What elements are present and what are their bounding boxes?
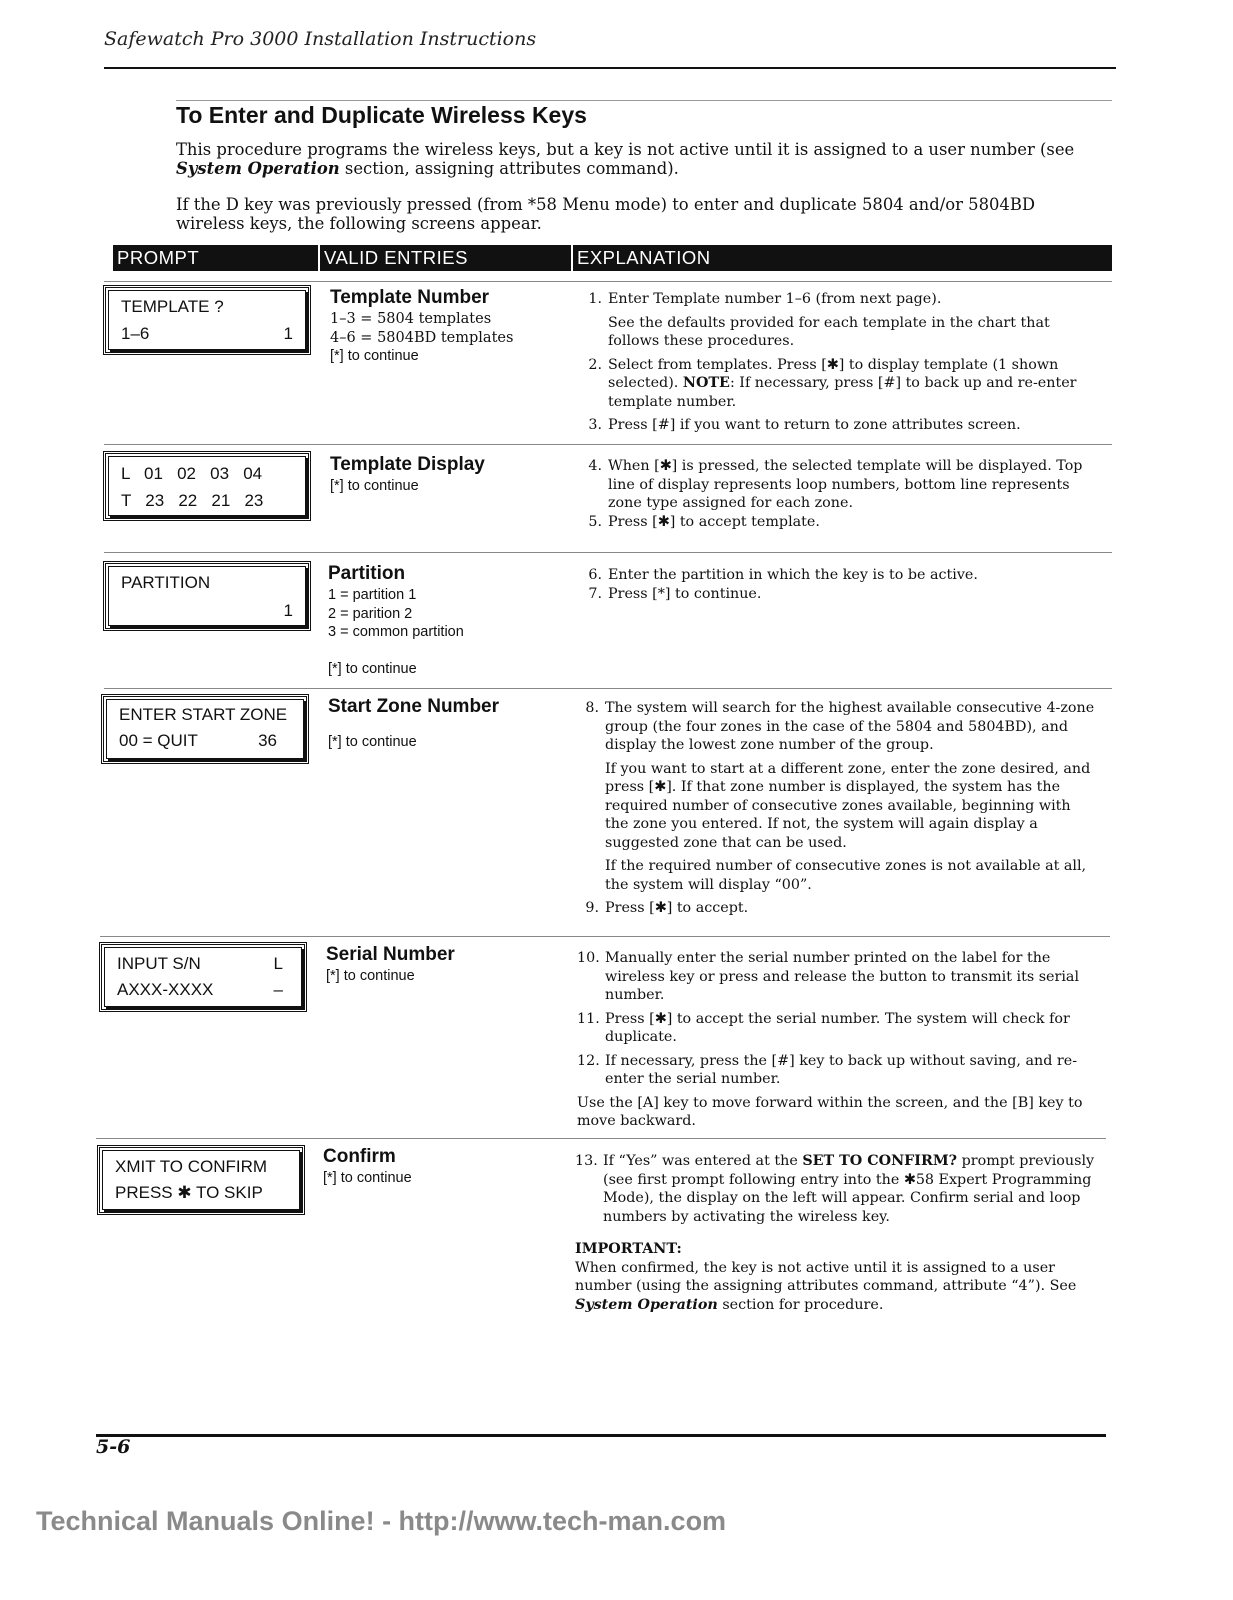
explanation-serial-number: 10. Manually enter the serial number printed on the label for the wireless key or press and release the button to transmit its serial number. 11. Press [✱] to accept the serial number. The system will check for duplicate. 12. If necessary, press the [#] key to back up without saving, and re-enter the serial number. Use the [A] key to move forward within the screen, and the [B] key to move backward.	[577, 950, 1083, 1129]
valid-template-display: Template Display [*] to continue	[330, 454, 485, 494]
lcd-partition: PARTITION 1	[108, 566, 306, 626]
explanation-start-zone: 8. The system will search for the highest available consecutive 4-zone group (the four zones in the case of the 5804 and 5804BD), and display the lowest zone number of the group. If you want to start at a different zone, enter the zone desired, and press [✱]. If that zone number is displayed, the system has the required number of consecutive zones available, beginning with the zone you entered. If not, the system will again display a suggested zone that can be used. If the required number of consecutive zones is not available at all, the system will display “00”. 9. Press [✱] to accept.	[585, 700, 1095, 916]
title-rule	[176, 100, 1112, 101]
intro-paragraph-2: If the D key was previously pressed (from *58 Menu mode) to enter and duplicate 5804 and/or 5804BD wireless keys, the following screens appear.	[176, 195, 1036, 233]
explanation-confirm: 13. If “Yes” was entered at the SET TO CONFIRM? prompt previously (see first prompt following entry into the ✱58 Expert Programming Mode), the display on the left will appear. Confirm serial and loop numbers by activating the wireless key. IMPORTANT: When confirmed, the key is not active until it is assigned to a user number (using the assigning attributes command, attribute “4”). See System Operation section for procedure.	[575, 1153, 1095, 1313]
valid-confirm: Confirm [*] to continue	[323, 1146, 412, 1186]
valid-start-zone: Start Zone Number [*] to continue	[328, 696, 500, 750]
table-header	[113, 245, 1112, 271]
row-divider	[104, 552, 1112, 553]
explanation-template-display: 4. When [✱] is pressed, the selected template will be displayed. Top line of display represents loop numbers, bottom line represents zone type assigned for each zone. 5. Press [✱] to accept template.	[588, 458, 1083, 530]
page-title: To Enter and Duplicate Wireless Keys	[176, 102, 587, 128]
row-divider	[104, 444, 1112, 445]
lcd-template-display: L 01 02 03 04 T 23 22 21 23	[108, 456, 306, 516]
lcd-serial-number: INPUT S/N L AXXX-XXXX –	[104, 947, 302, 1007]
important-note: When confirmed, the key is not active until it is assigned to a user number (using the assigning attributes command, attribute “4”). See System Operation section for procedure.	[575, 1259, 1077, 1313]
row-divider	[100, 936, 1110, 937]
valid-partition: Partition 1 = partition 1 2 = parition 2 3 = common partition [*] to continue	[328, 563, 464, 677]
intro-emphasis: System Operation	[176, 159, 340, 178]
row-divider	[104, 281, 1112, 282]
footer-rule	[96, 1434, 1106, 1437]
valid-template: Template Number 1–3 = 5804 templates 4–6 = 5804BD templates [*] to continue	[330, 287, 514, 364]
watermark: Technical Manuals Online! - http://www.tech-man.com	[36, 1506, 727, 1536]
header-valid-entries: VALID ENTRIES	[318, 245, 468, 271]
explanation-template: 1. Enter Template number 1–6 (from next page). See the defaults provided for each template in the chart that follows these procedures. 2. Select from templates. Press [✱] to display template (1 shown selected). NOTE: If necessary, press [#] to back up and re-enter template number. 3. Press [#] if you want to return to zone attributes screen.	[588, 291, 1077, 433]
header-rule	[104, 67, 1116, 69]
valid-serial-number: Serial Number [*] to continue	[326, 944, 455, 984]
header-prompt: PROMPT	[117, 247, 200, 268]
lcd-start-zone: ENTER START ZONE 00 = QUIT 36	[106, 699, 304, 759]
header-explanation: EXPLANATION	[571, 245, 711, 271]
row-divider	[96, 1138, 1106, 1139]
explanation-partition: 6. Enter the partition in which the key is to be active. 7. Press [*] to continue.	[588, 567, 978, 602]
important-heading: IMPORTANT:	[575, 1241, 682, 1257]
intro-paragraph-1: This procedure programs the wireless keys, but a key is not active until it is assigned to a user number (see System Operation section, assigning attributes command).	[176, 140, 1075, 178]
running-head: Safewatch Pro 3000 Installation Instructions	[104, 28, 537, 50]
lcd-confirm: XMIT TO CONFIRM PRESS ✱ TO SKIP	[102, 1150, 300, 1210]
lcd-template: TEMPLATE ? 1–6 1	[108, 290, 306, 350]
row-divider	[104, 688, 1112, 689]
page-number: 5-6	[96, 1436, 131, 1458]
